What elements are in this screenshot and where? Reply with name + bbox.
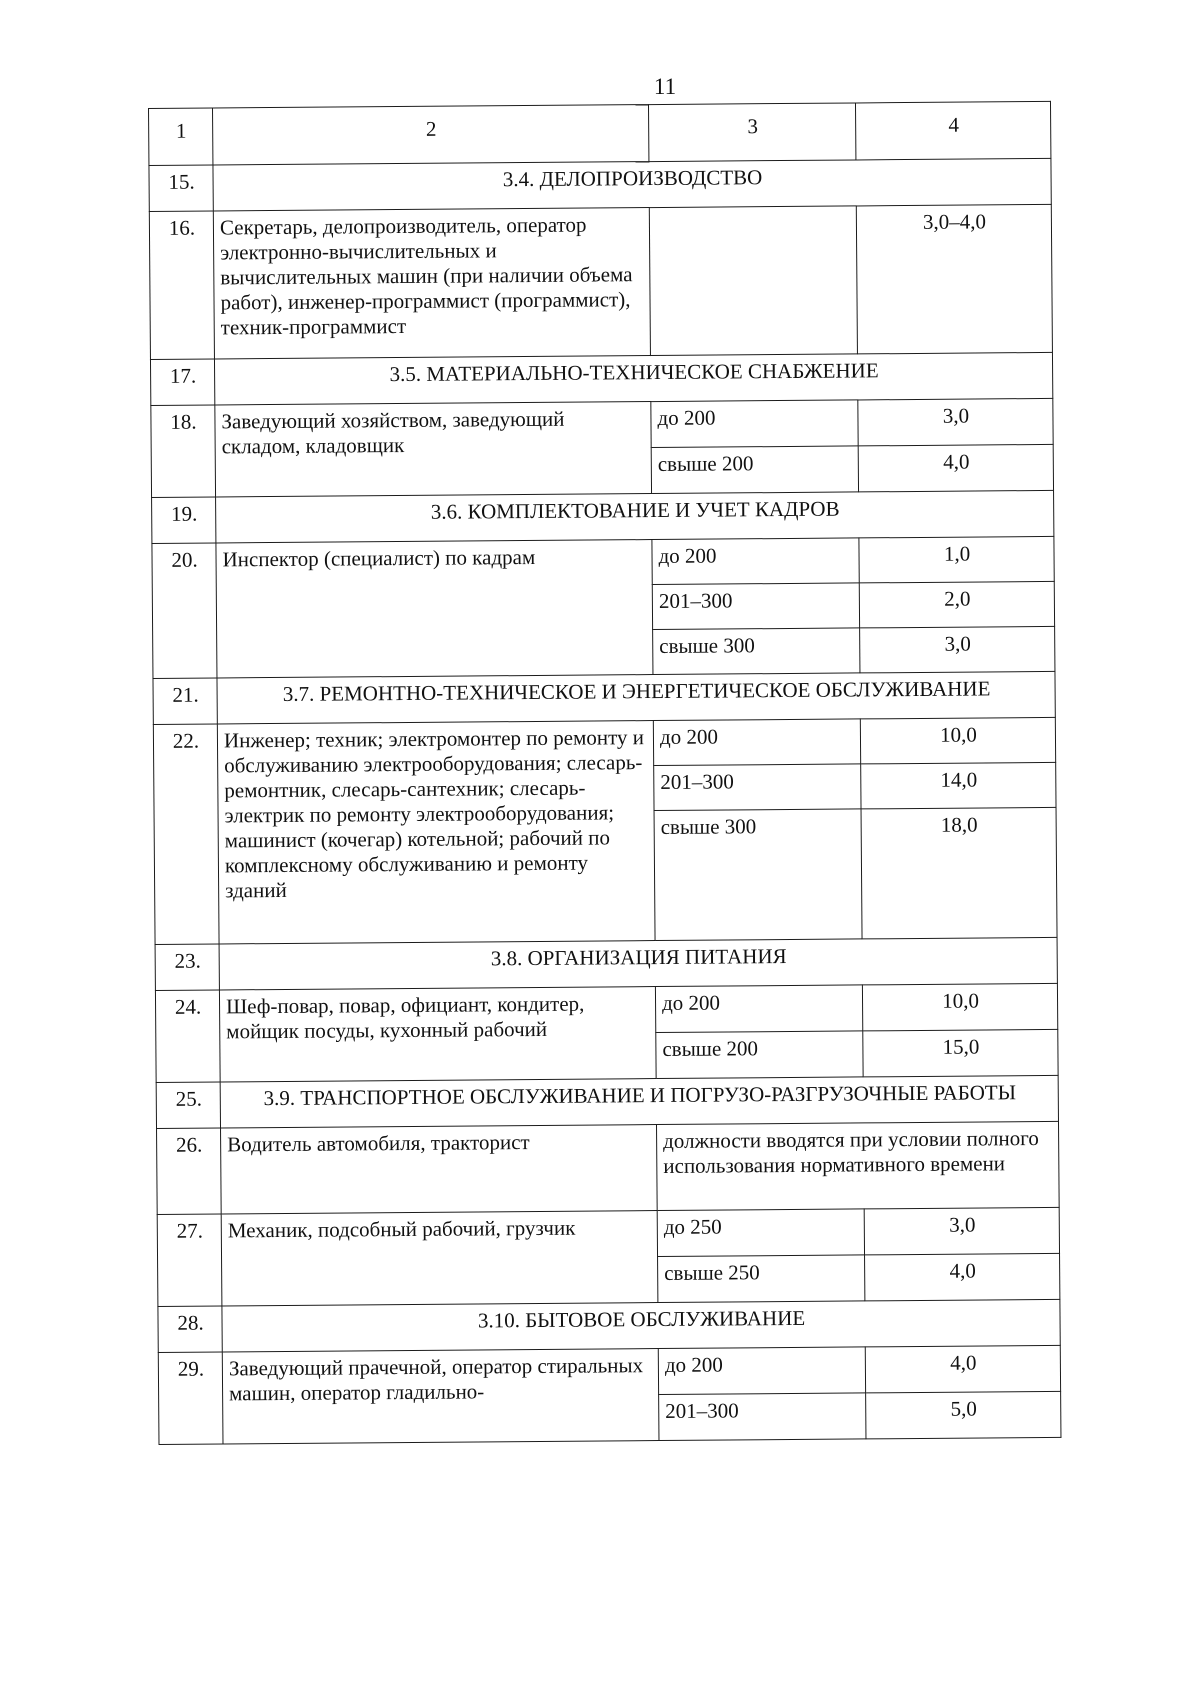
norm-value-cell: 3,0–4,0 [856,204,1052,354]
table-row [155,983,1057,1036]
table-row [157,1207,1059,1260]
section-row [156,1075,1058,1128]
condition-cell: 201–300 [652,583,859,630]
position-cell: Механик, подсобный рабочий, грузчик [221,1211,658,1306]
condition-cell: до 250 [657,1209,864,1257]
norm-value-cell: 3,0 [858,398,1053,446]
position-cell: Водитель автомобиля, тракторист [221,1125,658,1214]
table-row [152,536,1054,588]
row-number: 16. [149,211,214,359]
condition-cell [649,206,857,356]
row-number: 18. [151,405,216,497]
section-row [149,158,1051,211]
staffing-norms-table [148,101,1061,1445]
row-number: 20. [152,543,217,678]
condition-cell: до 200 [651,400,858,448]
norm-value-cell: 10,0 [862,983,1057,1031]
condition-cell: до 200 [658,1347,865,1395]
norm-value-cell: 2,0 [859,581,1054,628]
norm-value-cell: 5,0 [866,1391,1061,1439]
section-row [153,671,1055,724]
condition-cell: до 200 [655,985,862,1033]
header-col-4: 4 [855,101,1050,160]
norm-value-cell: 4,0 [865,1345,1060,1393]
section-row [152,490,1054,543]
condition-cell: свыше 300 [654,809,862,941]
section-row [150,352,1052,405]
norm-value-cell: 4,0 [865,1253,1060,1301]
condition-cell: свыше 250 [658,1255,865,1303]
position-cell: Заведующий прачечной, оператор стиральных машин, оператор гладильно- [222,1349,659,1444]
note-cell: должности вводятся при условии полного использования нормативного времени [656,1121,1059,1210]
position-cell: Инспектор (специалист) по кадрам [216,540,653,678]
condition-cell: свыше 200 [651,446,858,494]
condition-cell: до 200 [652,538,859,585]
condition-cell: до 200 [653,719,860,766]
section-title: 3.8. ОРГАНИЗАЦИЯ ПИТАНИЯ [219,937,1057,990]
position-cell: Секретарь, делопроизводитель, оператор электронно-вычислительных и вычислительных машин (при наличии объема работ), инженер-программист (программист), техник-программист [213,208,650,359]
norm-value-cell: 15,0 [863,1029,1058,1077]
row-number: 19. [152,497,216,544]
section-row [158,1299,1060,1352]
condition-cell: свыше 300 [653,628,860,675]
table-row [151,398,1053,451]
section-title: 3.5. МАТЕРИАЛЬНО-ТЕХНИЧЕСКОЕ СНАБЖЕНИЕ [214,352,1052,405]
norm-value-cell: 18,0 [861,807,1057,939]
header-col-1: 1 [149,108,213,166]
norm-value-cell: 4,0 [858,444,1053,492]
norm-value-cell: 10,0 [860,717,1055,764]
row-number: 21. [153,678,217,725]
row-number: 29. [158,1352,223,1444]
table-row [149,204,1052,359]
row-number: 24. [155,990,220,1082]
table-row [157,1121,1060,1214]
section-row [155,937,1057,990]
norm-value-cell: 1,0 [859,536,1054,583]
section-title: 3.6. КОМПЛЕКТОВАНИЕ И УЧЕТ КАДРОВ [216,490,1054,543]
row-number: 26. [157,1128,222,1215]
section-title: 3.7. РЕМОНТНО-ТЕХНИЧЕСКОЕ И ЭНЕРГЕТИЧЕСКОЕ ОБСЛУЖИВАНИЕ [217,671,1055,724]
header-col-2: 2 [213,105,649,165]
condition-cell: 201–300 [659,1393,866,1441]
row-number: 15. [149,165,213,212]
norm-value-cell: 14,0 [861,762,1056,809]
row-number: 22. [153,724,219,944]
position-cell: Заведующий хозяйством, заведующий складом, кладовщик [215,402,652,497]
norm-value-cell: 3,0 [864,1207,1059,1255]
table-header-row [149,101,1051,165]
position-cell: Инженер; техник; электромонтер по ремонту и обслуживанию электрооборудования; слесарь-ремонтник, слесарь-сантехник; слесарь-электрик по ремонту электрооборудования; машинист (кочегар) котельной; рабочий по комплексному обслуживанию и ремонту зданий [217,721,655,944]
row-number: 27. [157,1214,222,1306]
header-col-3: 3 [648,103,855,162]
page-number: 11 [653,74,677,99]
row-number: 17. [150,359,214,406]
section-title: 3.9. ТРАНСПОРТНОЕ ОБСЛУЖИВАНИЕ И ПОГРУЗО-РАЗГРУЗОЧНЫЕ РАБОТЫ [220,1075,1058,1128]
norm-value-cell: 3,0 [860,626,1055,673]
position-cell: Шеф-повар, повар, официант, кондитер, мойщик посуды, кухонный рабочий [219,987,656,1082]
section-title: 3.10. БЫТОВОЕ ОБСЛУЖИВАНИЕ [222,1299,1060,1352]
table-row [153,717,1055,769]
section-title: 3.4. ДЕЛОПРОИЗВОДСТВО [213,158,1051,211]
row-number: 25. [156,1082,220,1129]
row-number: 28. [158,1306,222,1353]
row-number: 23. [155,944,219,991]
condition-cell: 201–300 [654,764,861,811]
condition-cell: свыше 200 [656,1031,863,1079]
table-row [158,1345,1060,1398]
